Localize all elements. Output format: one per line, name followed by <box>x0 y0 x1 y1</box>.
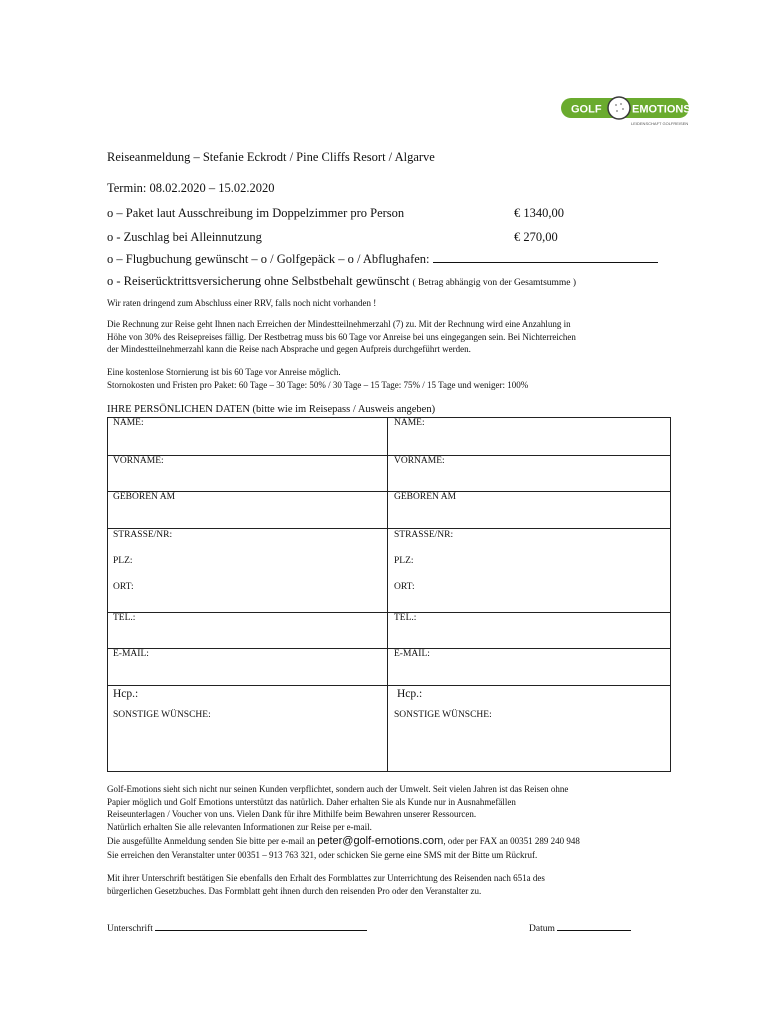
tel-label: TEL.: <box>113 613 136 623</box>
price-paket: € 1340,00 <box>514 206 564 220</box>
form-heading: IHRE PERSÖNLICHEN DATEN (bitte wie im Reisepass / Ausweis angeben) <box>107 404 436 415</box>
option-flugbuchung: o – Flugbuchung gewünscht – o / Golfgepäck – o / Abflughafen: <box>107 252 430 266</box>
strasse-label: STRASSE/NR: <box>394 530 454 540</box>
geboren-field-2[interactable] <box>388 492 671 529</box>
page-title: Reiseanmeldung – Stefanie Eckrodt / Pine Cliffs Resort / Algarve <box>107 150 435 164</box>
text-line: Reiseunterlagen / Voucher von uns. Vielen Dank für ihre Mithilfe beim Bewahren unserer Ressourcen. <box>107 809 477 820</box>
ort-label: ORT: <box>394 582 415 592</box>
vorname-label: VORNAME: <box>394 456 445 466</box>
payment-terms <box>107 318 677 356</box>
text-line: Stornokosten und Fristen pro Paket: 60 Tage – 30 Tage: 50% / 30 Tage – 15 Tage: 75% / 15 Tage und weniger: 100% <box>107 379 529 390</box>
rrv-hint: Wir raten dringend zum Abschluss einer RRV, falls noch nicht vorhanden ! <box>107 298 377 308</box>
tel-field-1[interactable] <box>108 613 388 649</box>
vorname-field-1[interactable] <box>108 456 388 492</box>
name-label: NAME: <box>394 418 425 428</box>
tel-field-2[interactable] <box>388 613 671 649</box>
option-zuschlag: o - Zuschlag bei Alleinnutzung <box>107 230 262 244</box>
golf-emotions-logo <box>559 95 691 129</box>
option-versicherung: o - Reiserücktrittsversicherung ohne Selbstbehalt gewünscht <box>107 274 410 288</box>
environment-note <box>107 783 677 833</box>
unterschrift-line[interactable] <box>155 920 367 931</box>
geboren-label: GEBOREN AM <box>394 492 457 502</box>
address-field-2[interactable] <box>388 529 671 613</box>
unterschrift-label: Unterschrift <box>107 924 153 934</box>
email-field-2[interactable] <box>388 649 671 686</box>
table-row <box>108 492 671 529</box>
contact-email-link[interactable]: peter@golf-emotions.com <box>317 835 444 847</box>
personal-data-table <box>107 417 671 772</box>
send-instructions <box>107 835 580 848</box>
geboren-label: GEBOREN AM <box>113 492 176 502</box>
table-row <box>108 613 671 649</box>
signature-note <box>107 872 677 897</box>
termin: Termin: 08.02.2020 – 15.02.2020 <box>107 181 275 195</box>
text-line: Golf-Emotions sieht sich nicht nur seinen Kunden verpflichtet, sondern auch der Umwelt. Seit vielen Jahren ist das Reisen ohne <box>107 784 569 794</box>
text-line: Eine kostenlose Stornierung ist bis 60 Tage vor Anreise möglich. <box>107 367 341 377</box>
table-row <box>108 418 671 456</box>
option-paket: o – Paket laut Ausschreibung im Doppelzimmer pro Person <box>107 206 405 220</box>
ort-label: ORT: <box>113 582 134 592</box>
email-label: E-MAIL: <box>113 649 149 659</box>
text-line: Papier möglich und Golf Emotions unterstützt das natürlich. Daher erhalten Sie als Kunde nur in Ausnahmefällen <box>107 796 516 807</box>
vorname-label: VORNAME: <box>113 456 164 466</box>
contact-phone-line: Sie erreichen den Veranstalter unter 00351 – 913 763 321, oder schicken Sie gerne eine SMS mit der Bitte um Rückruf. <box>107 850 538 860</box>
address-field-1[interactable] <box>108 529 388 613</box>
wuensche-label: SONSTIGE WÜNSCHE: <box>113 710 211 720</box>
text-line: der Mindestteilnehmerzahl kann die Reise nach Absprache und gegen Aufpreis durchgeführt werden. <box>107 344 471 355</box>
email-label: E-MAIL: <box>394 649 430 659</box>
logo-text-emotions: EMOTIONS <box>632 103 691 116</box>
hcp-label: Hcp.: <box>113 688 139 700</box>
hcp-label: Hcp.: <box>397 688 423 700</box>
wuensche-label: SONSTIGE WÜNSCHE: <box>394 710 492 720</box>
text-line: Mit ihrer Unterschrift bestätigen Sie ebenfalls den Erhalt des Formblattes zur Unterrichtung des Reisenden nach 651a des <box>107 873 545 883</box>
abflughafen-blank[interactable] <box>433 252 658 263</box>
geboren-field-1[interactable] <box>108 492 388 529</box>
text-line: Die Rechnung zur Reise geht Ihnen nach Erreichen der Mindestteilnehmerzahl (7) zu. Mit der Rechnung wird eine Anzahlung in <box>107 319 571 329</box>
logo-tagline: LEIDENSCHAFT GOLFREISEN <box>631 121 689 126</box>
vorname-field-2[interactable] <box>388 456 671 492</box>
text-line: Natürlich erhalten Sie alle relevanten Informationen zur Reise per e-mail. <box>107 821 372 832</box>
send-suffix: , oder per FAX an 00351 289 240 948 <box>443 836 580 846</box>
hcp-wuensche-field-2[interactable] <box>388 686 671 772</box>
text-line: Höhe von 30% des Reisepreises fällig. Der Restbetrag muss bis 60 Tage vor Anreise bei uns eingegangen sein. Bei Nichterreichen <box>107 331 576 342</box>
logo-text-golf: GOLF <box>571 103 602 116</box>
table-row <box>108 686 671 772</box>
plz-label: PLZ: <box>394 556 414 566</box>
name-label: NAME: <box>113 418 144 428</box>
send-prefix: Die ausgefüllte Anmeldung senden Sie bitte per e-mail an <box>107 836 318 846</box>
name-field-2[interactable] <box>388 418 671 456</box>
table-row <box>108 649 671 686</box>
plz-label: PLZ: <box>113 556 133 566</box>
versicherung-note: ( Betrag abhängig von der Gesamtsumme ) <box>412 278 577 288</box>
table-row <box>108 529 671 613</box>
table-row <box>108 456 671 492</box>
email-field-1[interactable] <box>108 649 388 686</box>
strasse-label: STRASSE/NR: <box>113 530 173 540</box>
price-zuschlag: € 270,00 <box>514 230 558 244</box>
name-field-1[interactable] <box>108 418 388 456</box>
tel-label: TEL.: <box>394 613 417 623</box>
text-line: bürgerlichen Gesetzbuches. Das Formblatt geht ihnen durch den reisenden Pro oder den Veranstalter zu. <box>107 885 482 896</box>
datum-line[interactable] <box>557 920 631 931</box>
storno-terms <box>107 366 677 391</box>
datum-label: Datum <box>529 924 555 934</box>
hcp-wuensche-field-1[interactable] <box>108 686 388 772</box>
